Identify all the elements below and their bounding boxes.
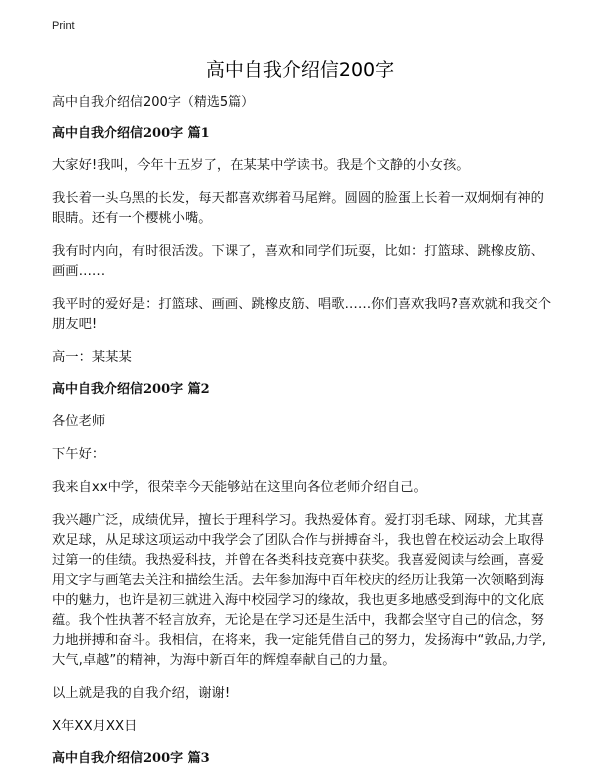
paragraph: 我来自xx中学，很荣幸今天能够站在这里向各位老师介绍自己。 [52, 480, 427, 495]
page-title: 高中自我介绍信200字 [205, 59, 395, 81]
paragraph: 以上就是我的自我介绍，谢谢! [52, 686, 231, 701]
date-line: X年XX月XX日 [52, 719, 138, 734]
paragraph: 我有时内向，有时很活泼。下课了，喜欢和同学们玩耍，比如：打篮球、跳橡皮筋、画画…… [52, 244, 544, 279]
paragraph: 我长着一头乌黑的长发，每天都喜欢绑着马尾辫。圆圆的脸蛋上长着一双炯炯有神的眼睛。还有一个樱桃小嘴。 [52, 191, 544, 226]
signature-line: 高一：某某某 [52, 350, 132, 365]
paragraph: 各位老师 [52, 414, 106, 429]
paragraph: 我平时的爱好是：打篮球、画画、跳橡皮筋、唱歌……你们喜欢我吗?喜欢就和我交个朋友吧! [52, 297, 552, 332]
document-subtitle: 高中自我介绍信200字（精选5篇） [52, 95, 255, 110]
paragraph: 下午好： [52, 447, 106, 462]
section-heading-1: 高中自我介绍信200字 篇1 [52, 126, 210, 141]
section-heading-3: 高中自我介绍信200字 篇3 [52, 751, 210, 766]
document-body [52, 94, 552, 781]
section-heading-2: 高中自我介绍信200字 篇2 [52, 382, 210, 397]
print-link[interactable]: Print [52, 20, 75, 32]
paragraph: 大家好!我叫，今年十五岁了，在某某中学读书。我是个文静的小女孩。 [52, 158, 470, 173]
paragraph: 我兴趣广泛，成绩优异，擅长于理科学习。我热爱体育。爱打羽毛球、网球，尤其喜欢足球，从足球这项运动中我学会了团队合作与拼搏奋斗，我也曾在校运动会上取得过第一的佳绩。我热爱科技，并曾在各类科技竞赛中获奖。我喜爱阅读与绘画，喜爱用文字与画笔去关注和描绘生活。去年参加海中百年校庆的经历让我第一次领略到海中的魅力，也许是初三就进入海中校园学习的缘故，我也更多地感受到海中的文化底蕴。我个性执著不轻言放弃，无论是在学习还是生活中，我都会坚守自己的信念，努力地拼搏和奋斗。我相信，在将来，我一定能凭借自己的努力，发扬海中“敦品,力学,大气,卓越”的精神，为海中新百年的辉煌奉献自己的力量。 [52, 513, 547, 668]
